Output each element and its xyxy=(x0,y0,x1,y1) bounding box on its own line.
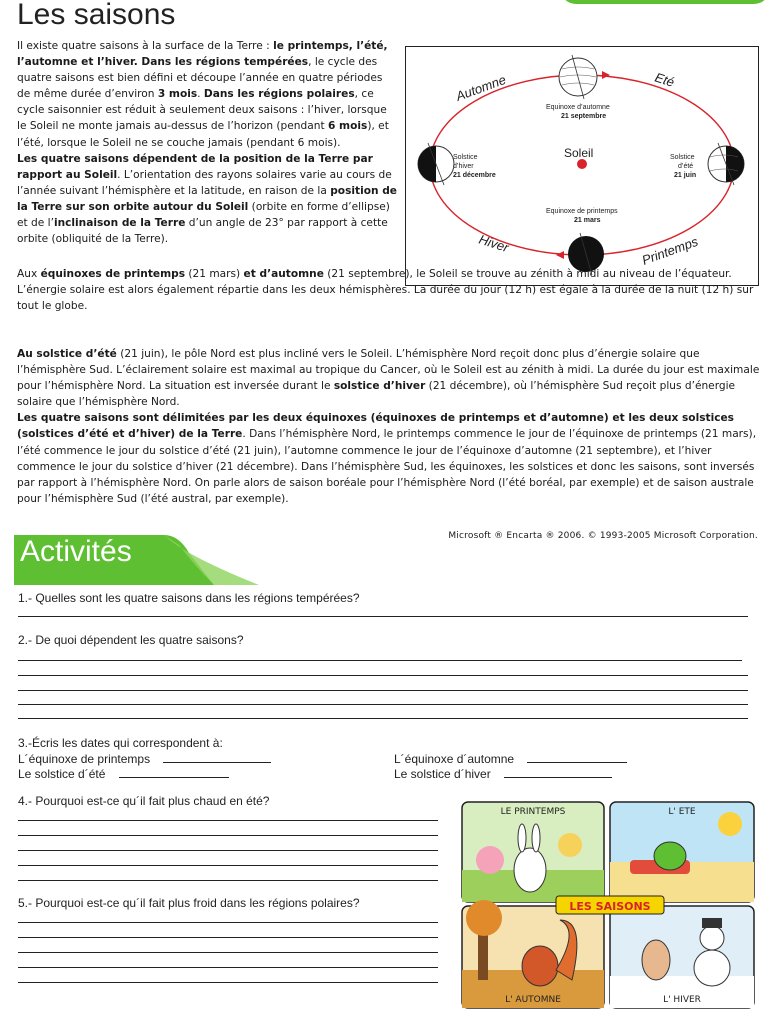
q3-eq-automne-row xyxy=(394,750,627,766)
earth-solstice-ete xyxy=(708,143,744,185)
label-ete: Eté xyxy=(653,69,677,90)
q3-sol-hiver-row xyxy=(394,765,612,781)
label-sol-hiver-3: 21 décembre xyxy=(453,172,496,179)
body-text: . Dans l’hémisphère Nord, le printemps commence le jour de l’équinoxe de printemps (21 mars), l’été commence le jour du solstice d’été (21 juin), l’automne commence le jour de l’équinoxe d’automne (21 septembre), et l’hiver commence le jour du solstice d’hiver (21 décembre). Dans l’hémisphère Sud, les équinoxes, les solstices et donc les saisons, sont inversés par rapport à l’hémisphère Nord. On parle alors de saison boréale pour l’hémisphère Nord (l’été boréal, par exemple) et de saison australe pour l’hémisphère Sud (l’été austral, par exemple). xyxy=(17,428,757,505)
answer-line-q2[interactable] xyxy=(18,718,748,719)
emphasis-text: équinoxes de printemps xyxy=(40,268,185,280)
q3-sol-ete-label: Le solstice d´été xyxy=(18,767,106,781)
answer-line-q4[interactable] xyxy=(18,880,438,881)
answer-line-q5[interactable] xyxy=(18,982,438,983)
sun-dot xyxy=(577,159,587,169)
cartoon-panel-ete xyxy=(610,802,754,902)
answer-line-q4[interactable] xyxy=(18,850,438,851)
label-hiver: Hiver xyxy=(477,231,511,256)
emphasis-text: inclinaison de la Terre xyxy=(53,217,186,230)
body-text: ), et l’été, lorsque le Soleil ne se couche jamais (pendant 6 mois). xyxy=(17,120,389,149)
cartoon-label-hiver: L' HIVER xyxy=(663,995,701,1005)
body-text: (21 juin), le pôle Nord est plus incliné vers le Soleil. L’hémisphère Nord reçoit donc plus d’énergie solaire que l’hémisphère Sud. L’éclairement solaire est maximal au tropique du Cancer, où le Soleil est au zénith à midi. La durée du jour est maximale pour l’hémisphère Nord. La situation est inversée durant le xyxy=(17,348,760,393)
emphasis-text: 6 mois xyxy=(327,120,368,133)
q3-sol-ete-row xyxy=(18,765,229,781)
label-automne: Automne xyxy=(453,71,508,104)
answer-line-q4[interactable] xyxy=(18,865,438,866)
body-text: d’un angle de 23° par rapport à cette orbite (obliquité de la Terre). xyxy=(17,217,388,246)
cartoon-panel-printemps xyxy=(462,802,604,902)
source-credit: Microsoft ® Encarta ® 2006. © 1993-2005 Microsoft Corporation. xyxy=(448,531,758,541)
intro-paragraph xyxy=(17,38,397,247)
answer-line-q5[interactable] xyxy=(18,937,438,938)
seasons-cartoon-illustration xyxy=(460,800,756,1010)
cartoon-label-ete: L' ETE xyxy=(668,807,696,817)
body-text: (21 septembre), le Soleil se trouve au zénith à midi au niveau de l’équateur. L’énergie solaire est alors également répartie dans les deux hémisphères. La durée du jour (12 h) est égale à la durée de la nuit (12 h) sur tout le globe. xyxy=(17,268,754,313)
body-text: (21 mars) xyxy=(185,268,244,280)
answer-line-q2[interactable] xyxy=(18,704,748,705)
body-text: (orbite en forme d’ellipse) et de l’ xyxy=(17,200,390,230)
question-2: 2.- De quoi dépendent les quatre saisons? xyxy=(18,633,244,647)
emphasis-text: Dans les régions polaires xyxy=(203,88,355,101)
label-printemps: Printemps xyxy=(639,233,701,268)
q3-eq-automne-label: L´équinoxe d´automne xyxy=(394,752,515,766)
emphasis-text: Les quatre saisons sont délimitées par les deux équinoxes (équinoxes de printemps et d’automne) et les deux solstices (solstices d’été et d’hiver) de la Terre xyxy=(17,412,734,441)
q3-sol-hiver-blank[interactable] xyxy=(504,765,612,778)
equinox-paragraph xyxy=(17,266,762,314)
body-text: . xyxy=(197,88,204,101)
question-1: 1.- Quelles sont les quatre saisons dans les régions tempérées? xyxy=(18,591,360,605)
question-4: 4.- Pourquoi est-ce qu´il fait plus chaud en été? xyxy=(18,794,270,808)
orbit-arrow-bottom xyxy=(556,251,564,259)
emphasis-text: Au solstice d’été xyxy=(17,348,117,360)
activites-heading: Activités xyxy=(20,535,132,568)
answer-line-q4[interactable] xyxy=(18,820,438,821)
cartoon-center-label: LES SAISONS xyxy=(569,900,651,913)
answer-line-q1[interactable] xyxy=(18,616,748,617)
emphasis-text: 3 mois xyxy=(157,88,198,101)
emphasis-text: et d’automne xyxy=(243,268,324,280)
label-eq-printemps-2: 21 mars xyxy=(574,217,601,224)
label-eq-printemps-1: Equinoxe de printemps xyxy=(546,208,618,215)
cartoon-label-printemps: LE PRINTEMPS xyxy=(500,807,566,817)
label-sol-ete-3: 21 juin xyxy=(674,172,697,179)
earth-solstice-hiver xyxy=(418,143,454,185)
emphasis-text: le printemps, l’été, l’automne et l’hiver. Dans les régions tempérées xyxy=(17,40,388,69)
orbit-arrow-top xyxy=(602,71,610,79)
emphasis-text: position de la Terre sur son orbite autour du Soleil xyxy=(17,184,397,213)
label-eq-automne-1: Equinoxe d’automne xyxy=(546,104,610,111)
label-eq-automne-2: 21 septembre xyxy=(561,113,607,120)
body-text: (21 décembre), où l’hémisphère Sud reçoit plus d’énergie solaire que l’hémisphère Nord. xyxy=(17,380,736,409)
answer-line-q2[interactable] xyxy=(18,690,748,691)
body-text: Il existe quatre saisons à la surface de la Terre : xyxy=(17,40,274,52)
label-sol-ete-2: d’été xyxy=(678,163,694,170)
question-3: 3.-Écris les dates qui correspondent à: xyxy=(18,736,223,750)
answer-line-q5[interactable] xyxy=(18,967,438,968)
label-sol-hiver-1: Solstice xyxy=(453,154,478,161)
q3-sol-hiver-label: Le solstice d´hiver xyxy=(394,767,491,781)
earth-equinox-automne xyxy=(559,55,597,99)
q3-sol-ete-blank[interactable] xyxy=(119,765,229,778)
emphasis-text: Les quatre saisons dépendent de la position de la Terre par rapport au Soleil xyxy=(17,152,373,181)
page-title: Les saisons xyxy=(17,0,176,31)
body-text: Aux xyxy=(17,268,41,280)
cartoon-label-automne: L' AUTOMNE xyxy=(505,995,561,1005)
answer-line-q5[interactable] xyxy=(18,922,438,923)
answer-line-q4[interactable] xyxy=(18,835,438,836)
label-soleil: Soleil xyxy=(564,146,594,160)
q3-eq-printemps-blank[interactable] xyxy=(163,750,271,763)
q3-eq-printemps-label: L´équinoxe de printemps xyxy=(18,752,151,766)
cartoon-panel-hiver xyxy=(610,906,754,1008)
question-5: 5.- Pourquoi est-ce qu´il fait plus froid dans les régions polaires? xyxy=(18,896,360,910)
q3-eq-printemps-row xyxy=(18,750,271,766)
label-sol-hiver-2: d’hiver xyxy=(453,163,474,170)
orbit-diagram xyxy=(405,46,759,286)
header-accent-bar xyxy=(560,0,768,4)
body-text: , ce cycle saisonnier est réduit à seulement deux saisons : l’hiver, lorsque le Soleil ne monte jamais au-dessus de l’horizon (pendant xyxy=(17,88,387,133)
label-sol-ete-1: Solstice xyxy=(670,154,695,161)
emphasis-text: solstice d’hiver xyxy=(333,380,426,393)
q3-eq-automne-blank[interactable] xyxy=(527,750,627,763)
answer-line-q2[interactable] xyxy=(18,660,742,661)
body-text: . L’orientation des rayons solaires varie au cours de l’année suivant l’hémisphère et la latitude, en raison de la xyxy=(17,168,392,197)
answer-line-q5[interactable] xyxy=(18,952,438,953)
orbit-diagram-svg xyxy=(406,47,758,285)
body-text: , le cycle des quatre saisons est bien défini et découpe l’année en quatre périodes de même durée d’environ xyxy=(17,56,383,101)
solstice-paragraph xyxy=(17,346,762,507)
answer-line-q2[interactable] xyxy=(18,675,748,676)
cartoon-panel-automne xyxy=(462,900,604,1008)
